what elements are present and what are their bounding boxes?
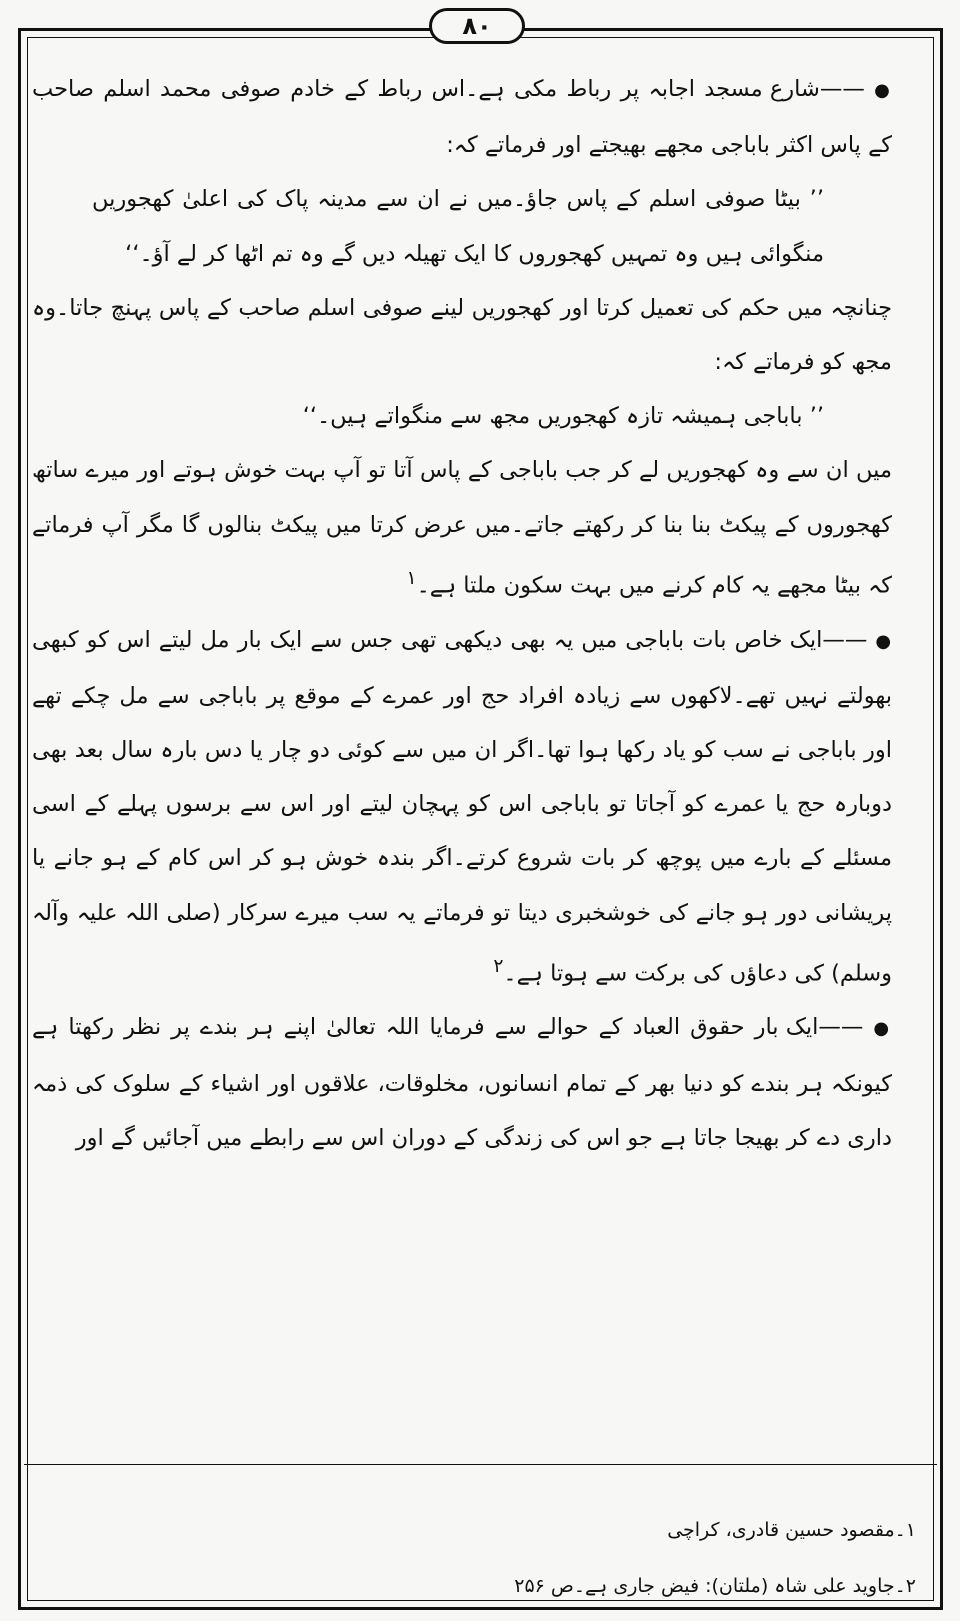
paragraph-memory [32,613,924,1001]
footnote-1: ۱۔مقصود حسین قادری، کراچی [667,1519,916,1541]
paragraph-text: میں ان سے وہ کھجوریں لے کر جب باباجی کے پاس آتا تو آپ بہت خوش ہوتے اور میرے ساتھ کھجوروں کے پیکٹ بنا بنا کر رکھتے جاتے۔میں عرض کرتا میں پیکٹ بنالوں گا مگر آپ فرماتے کہ بیٹا مجھے یہ کام کرنے میں بہت سکون ملتا ہے۔ [32,457,892,599]
paragraph-packets [32,443,924,612]
dash: —— [818,1014,864,1041]
quote-fresh-dates: ’’ باباجی ہمیشہ تازہ کھجوریں مجھ سے منگواتے ہیں۔‘‘ [302,403,824,430]
bullet-icon: ● [874,80,892,101]
paragraph-text: ایک بار حقوق العباد کے حوالے سے فرمایا اللہ تعالیٰ اپنے ہر بندے پر نظر رکھتا ہے کیونکہ ہر بندے کو دنیا بھر کے تمام انسانوں، مخلوقات، علاقوں اور اشیاء کے سلوک کی ذمہ داری دے کر بھیجا جاتا ہے جو اس کی زندگی کے دوران اس سے رابطے میں آجائیں گے اور [32,1014,892,1151]
paragraph-obedience: چنانچہ میں حکم کی تعمیل کرتا اور کھجوریں لینے صوفی اسلم صاحب کے پاس پہنچ جاتا۔وہ مجھ کو فرماتے کہ: [32,294,892,376]
footnote-ref: ۱ [406,567,417,589]
paragraph-text: ایک خاص بات باباجی میں یہ بھی دیکھی تھی جس سے ایک بار مل لیتے اس کو کبھی بھولتے نہیں تھے۔لاکھوں سے زیادہ افراد حج اور عمرے کے موقع پر باباجی سے مل چکے تھے اور باباجی نے سب کو یاد رکھا ہوا تھا۔اگر ان میں سے کوئی دو چار یا دس بارہ سال بعد بھی دوبارہ حج یا عمرے کو آجاتا تو باباجی اس کو پہچان لیتے اور اس سے برسوں پہلے کے اسی مسئلے کے بارے میں پوچھ کر بات شروع کرتے۔اگر بندہ خوش ہو کر اس کام کے ہو جانے یا پریشانی دور ہو جانے کی خوشخبری دیتا تو فرماتے یہ سب میرے سرکار (صلی اللہ علیہ وآلہ وسلم) کی دعاؤں کی برکت سے ہوتا ہے۔ [32,626,892,987]
footnote-2: ۲۔جاوید علی شاہ (ملتان): فیض جاری ہے۔ص ۲۵۶ [514,1575,916,1597]
footnote-divider [24,1464,937,1465]
main-text [32,62,924,1452]
paragraph-text: شارع مسجد اجابہ پر رباط مکی ہے۔اس رباط کے خادم صوفی محمد اسلم صاحب کے پاس اکثر باباجی مجھے بھیجتے اور فرماتے کہ: [32,76,892,159]
footnote-ref: ۲ [493,955,504,977]
dash: —— [819,76,865,102]
paragraph-rabat [32,62,924,172]
footnotes [36,1502,916,1614]
paragraph-huqooq [32,1000,924,1165]
quote-dates: ’’ بیٹا صوفی اسلم کے پاس جاؤ۔میں نے ان سے مدینہ پاک کی اعلیٰ کھجوریں منگوائی ہیں وہ تمہیں کھجوروں کا ایک تھیلہ دیں گے وہ تم اٹھا کر لے آؤ۔‘‘ [92,186,824,267]
page-number: ۸۰ [429,8,525,44]
bullet-icon: ● [875,630,892,652]
dash: —— [822,626,868,653]
bullet-icon: ● [873,1018,892,1040]
